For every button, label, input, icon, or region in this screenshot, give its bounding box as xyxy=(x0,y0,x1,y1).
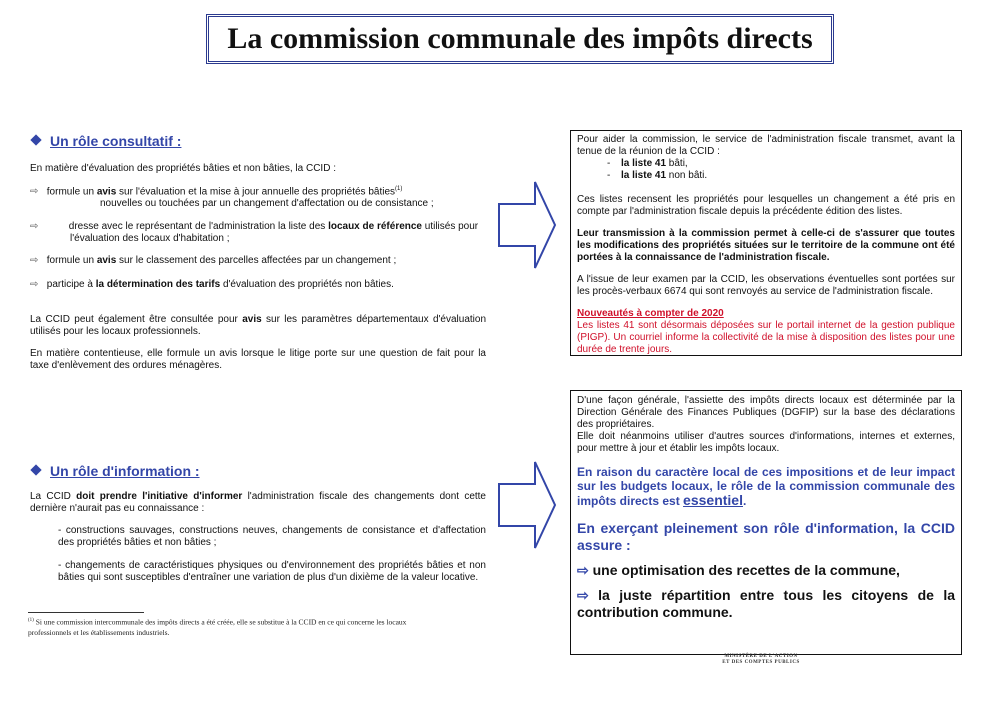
box-emphasis: En exerçant pleinement son rôle d'information, la CCID assure : xyxy=(577,520,955,553)
liste-item xyxy=(577,170,955,182)
footnote-ref: (1) xyxy=(395,186,403,192)
box-paragraph: A l'issue de leur examen par la CCID, les observations éventuelles sont portées sur les procès-verbaux 6674 qui sont renvoyés au service de l'administration fiscale. xyxy=(577,274,955,297)
diamond-bullet-icon xyxy=(30,465,41,476)
box-paragraph: Ces listes recensent les propriétés pour lesquelles un changement a été pris en compte par l'administration fiscale depuis la précédente édition des listes. xyxy=(577,194,955,217)
big-arrow-right-icon xyxy=(497,460,557,550)
consultatif-paragraph-2: En matière contentieuse, elle formule un avis lorsque le litige porte sur une question de fait pour la taxe d'enlèvement des ordures ménagères. xyxy=(30,348,486,371)
information-item-1: - constructions sauvages, constructions neuves, changements de consistance et d'affectation des propriétés bâties et non bâties ; xyxy=(58,525,486,548)
bullet-text: formule un xyxy=(46,255,97,266)
arrow-outline-icon: ⇨ xyxy=(577,587,589,603)
big-arrow-right-icon xyxy=(497,180,557,270)
bullet-bold: avis xyxy=(96,255,117,266)
bullet-text: utilisés pour xyxy=(422,221,479,232)
liste-text: bâti, xyxy=(666,158,688,169)
liste-bold: la liste 41 xyxy=(621,170,667,181)
list-item xyxy=(30,183,490,210)
arrow-outline-icon: ⇨ xyxy=(30,221,39,232)
footnote-divider xyxy=(28,612,144,613)
liste-bold: la liste 41 xyxy=(621,158,667,169)
para-text: l'administration fiscale des changements dont cette dernière n'aurait pas eu connaissance : xyxy=(30,491,486,514)
bullet-bold: la détermination des tarifs xyxy=(95,279,221,290)
emphasis-text: En raison du caractère local de ces impositions et de leur impact sur les budgets locaux, le rôle de la commission communale des impôts directs est xyxy=(577,465,955,508)
bullet-text: nouvelles ou touchées par un changement d'affectation ou de consistance ; xyxy=(100,198,434,210)
assure-item xyxy=(577,562,955,579)
footnote xyxy=(28,616,448,638)
box-paragraph-bold: Leur transmission à la commission permet à celle-ci de s'assurer que toutes les modifications des propriétés situées sur le territoire de la commune ont été portées à la connaissance de l'administration fiscale. xyxy=(577,228,955,263)
bullet-text: l'évaluation des locaux d'habitation ; xyxy=(70,233,230,244)
dash-bullet-icon: - xyxy=(607,170,611,181)
dash-bullet-icon: - xyxy=(607,158,611,169)
para-text: sur les paramètres départementaux d'évaluation utilisés pour les locaux professionnels. xyxy=(30,314,487,337)
box-paragraph: Elle doit néanmoins utiliser d'autres sources d'informations, internes et externes, pour mettre à jour et établir les impôts locaux. xyxy=(577,431,955,454)
bullet-text: formule un xyxy=(46,186,97,198)
news-title: Nouveautés à compter de 2020 xyxy=(577,308,724,319)
para-bold: doit prendre l'initiative d'informer xyxy=(76,491,243,502)
para-bold: avis xyxy=(242,314,262,325)
bullet-text: sur l'évaluation et la mise à jour annuelle des propriétés bâties xyxy=(116,186,396,198)
box-paragraph: Pour aider la commission, le service de l'administration fiscale transmet, avant la tenue de la réunion de la CCID : xyxy=(577,134,955,157)
ministry-logo-text xyxy=(716,654,806,666)
info-box-assiette xyxy=(570,390,962,655)
arrow-outline-icon: ⇨ xyxy=(30,279,39,290)
bullet-text: d'évaluation des propriétés non bâties. xyxy=(220,279,394,290)
bullet-text: participe à xyxy=(46,279,96,290)
box-paragraph: D'une façon générale, l'assiette des impôts directs locaux est déterminée par la Direction Générale des Finances Publiques (DGFIP) sur la base des déclarations des propriétaires. xyxy=(577,395,955,430)
assure-text: une optimisation des recettes de la commune, xyxy=(592,562,900,578)
box-emphasis xyxy=(577,465,955,508)
info-box-listes xyxy=(570,130,962,356)
bullet-text: sur le classement des parcelles affectées par un changement ; xyxy=(116,255,397,266)
heading-text: Un rôle consultatif : xyxy=(50,133,182,149)
assure-item xyxy=(577,587,955,621)
consultatif-paragraph-1 xyxy=(30,314,486,338)
information-intro xyxy=(30,491,486,515)
period: . xyxy=(742,494,747,508)
emphasis-keyword: essentiel xyxy=(683,492,743,508)
arrow-outline-icon: ⇨ xyxy=(30,186,39,198)
section-heading-consultatif xyxy=(32,133,181,149)
arrow-outline-icon: ⇨ xyxy=(577,562,589,578)
bullet-bold: avis xyxy=(96,186,117,198)
assure-text: la juste répartition entre tous les citoyens de la contribution commune. xyxy=(577,587,955,620)
title-box xyxy=(206,14,834,64)
diamond-bullet-icon xyxy=(30,135,41,146)
liste-item xyxy=(577,158,955,170)
arrow-outline-icon: ⇨ xyxy=(30,255,39,266)
information-item-2: - changements de caractéristiques physiques ou d'environnement des propriétés bâties et non bâties qui sont susceptibles d'entraîner une variation de plus d'un dixième de la valeur locative. xyxy=(58,560,486,583)
bullet-text: dresse avec le représentant de l'administration la liste des xyxy=(68,221,329,232)
consultatif-intro: En matière d'évaluation des propriétés bâties et non bâties, la CCID : xyxy=(30,163,336,174)
heading-text: Un rôle d'information : xyxy=(50,463,200,479)
page-title: La commission communale des impôts directs xyxy=(227,22,813,55)
liste-text: non bâti. xyxy=(666,170,708,181)
news-text: Les listes 41 sont désormais déposées sur le portail internet de la gestion publique (PIGP). Un courriel informe la collectivité de la mise à disposition des listes pour une durée de trente jours. xyxy=(577,320,955,355)
para-text: La CCID peut également être consultée pour xyxy=(30,314,243,325)
list-item xyxy=(30,221,490,245)
ministry-line: MINISTÈRE DE L'ACTION xyxy=(724,654,798,659)
footnote-text: Si une commission intercommunale des impôts directs a été créée, elle se substitue à la CCID en ce qui concerne les locaux professionnels et les établissements industriels. xyxy=(28,617,407,637)
list-item xyxy=(30,279,490,291)
list-item xyxy=(30,255,490,267)
bullet-bold: locaux de référence xyxy=(328,221,422,232)
ministry-line: ET DES COMPTES PUBLICS xyxy=(722,660,800,665)
footnote-mark: (1) xyxy=(28,618,34,623)
para-text: La CCID xyxy=(30,491,77,502)
section-heading-information xyxy=(32,463,200,479)
